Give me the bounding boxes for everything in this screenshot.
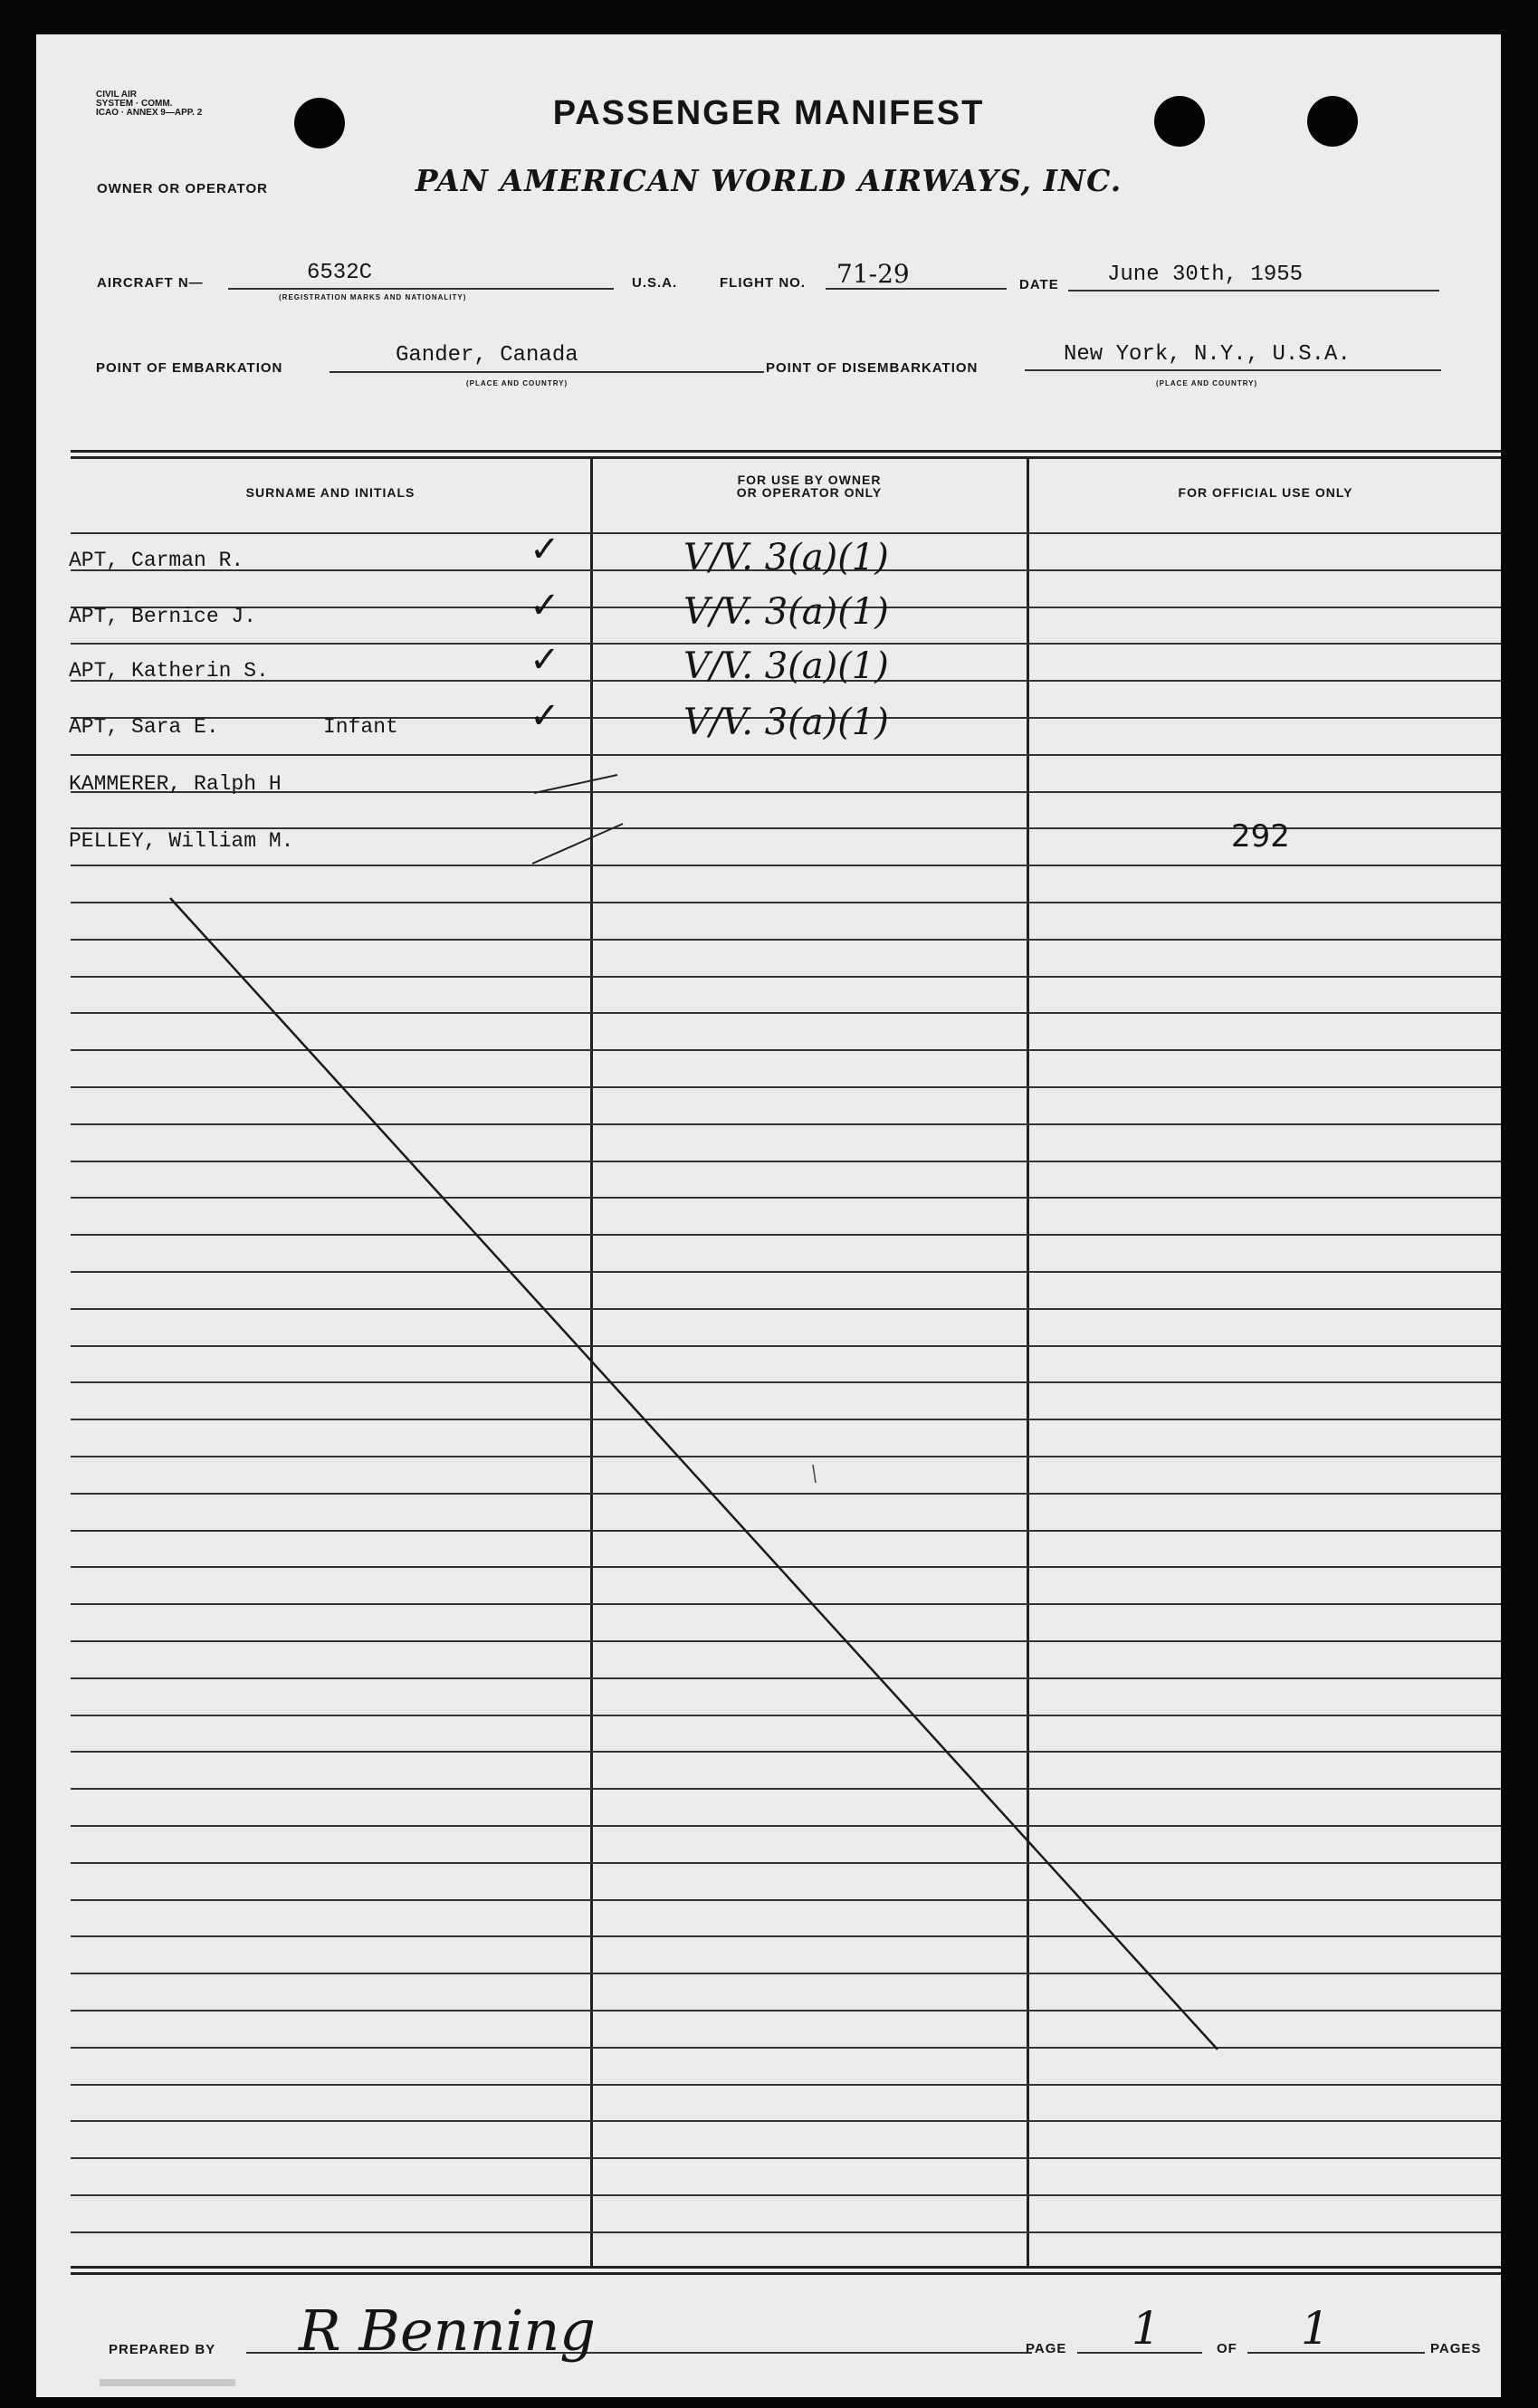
disembarkation-sublabel: (PLACE AND COUNTRY) [1156,379,1258,387]
passenger-name: APT, Carman R. [69,549,244,572]
table-bottom-rule [71,2266,1501,2275]
passenger-check-mark: ✓ [530,529,560,570]
strike-through-stroke [170,898,1218,2050]
signature: R Benning [299,2298,596,2364]
page-title: PASSENGER MANIFEST [552,94,985,132]
disembarkation-value: New York, N.Y., U.S.A. [1064,342,1351,367]
form-id-line-3: ICAO · ANNEX 9—APP. 2 [96,108,203,118]
passenger-check-mark: ✓ [530,639,560,681]
manifest-sheet [36,34,1501,2397]
of-underline [1247,2352,1425,2354]
strike-through-dot [813,1465,816,1483]
flight-value: 71-29 [836,259,910,289]
form-id-line-2: SYSTEM · COMM. [96,99,173,109]
column-header-names: SURNAME AND INITIALS [245,485,416,500]
prepared-by-label: PREPARED BY [109,2342,216,2357]
strike-through-line [36,34,1501,2397]
page-value: 1 [1132,2302,1161,2355]
embarkation-label: POINT OF EMBARKATION [96,360,283,376]
owner-label: OWNER OR OPERATOR [97,181,268,196]
pages-label: PAGES [1430,2341,1482,2356]
passenger-name: APT, Bernice J. [69,605,257,628]
flight-label: FLIGHT NO. [720,275,806,291]
aircraft-sublabel: (REGISTRATION MARKS AND NATIONALITY) [279,293,467,301]
passenger-name: PELLEY, William M. [69,829,294,853]
form-id-line-1: CIVIL AIR [96,90,138,100]
check-strike-mark [532,824,623,864]
page-label: PAGE [1026,2341,1067,2356]
aircraft-nationality: U.S.A. [632,275,678,291]
printer-mark [100,2379,235,2386]
owner-use-note: V/V. 3(a)(1) [683,591,889,633]
disembarkation-label: POINT OF DISEMBARKATION [766,360,979,376]
passenger-name: KAMMERER, Ralph H [69,772,282,796]
date-value: June 30th, 1955 [1107,263,1304,287]
owner-use-note: V/V. 3(a)(1) [683,537,889,578]
column-header-owner-use-line-2: OR OPERATOR ONLY [736,485,883,500]
owner-value: PAN AMERICAN WORLD AIRWAYS, INC. [415,163,1122,198]
passenger-check-mark: ✓ [530,695,560,737]
owner-use-note: V/V. 3(a)(1) [683,702,889,743]
passenger-name: APT, Katherin S. [69,659,269,683]
date-label: DATE [1019,277,1059,292]
aircraft-value: 6532C [307,261,373,285]
passenger-name: APT, Sara E. [69,715,219,739]
of-value: 1 [1301,2302,1330,2355]
of-label: OF [1217,2341,1237,2356]
embarkation-sublabel: (PLACE AND COUNTRY) [466,379,568,387]
column-header-owner-use-line-1: FOR USE BY OWNER [737,473,882,487]
passenger-check-mark: ✓ [530,585,560,626]
column-header-official: FOR OFFICIAL USE ONLY [1178,485,1353,500]
owner-use-note: V/V. 3(a)(1) [683,645,889,687]
aircraft-label: AIRCRAFT N— [97,275,204,291]
passenger-note: Infant [323,715,398,739]
check-strike-mark [534,775,617,793]
embarkation-value: Gander, Canada [396,343,578,368]
official-use-value: 292 [1231,818,1290,855]
